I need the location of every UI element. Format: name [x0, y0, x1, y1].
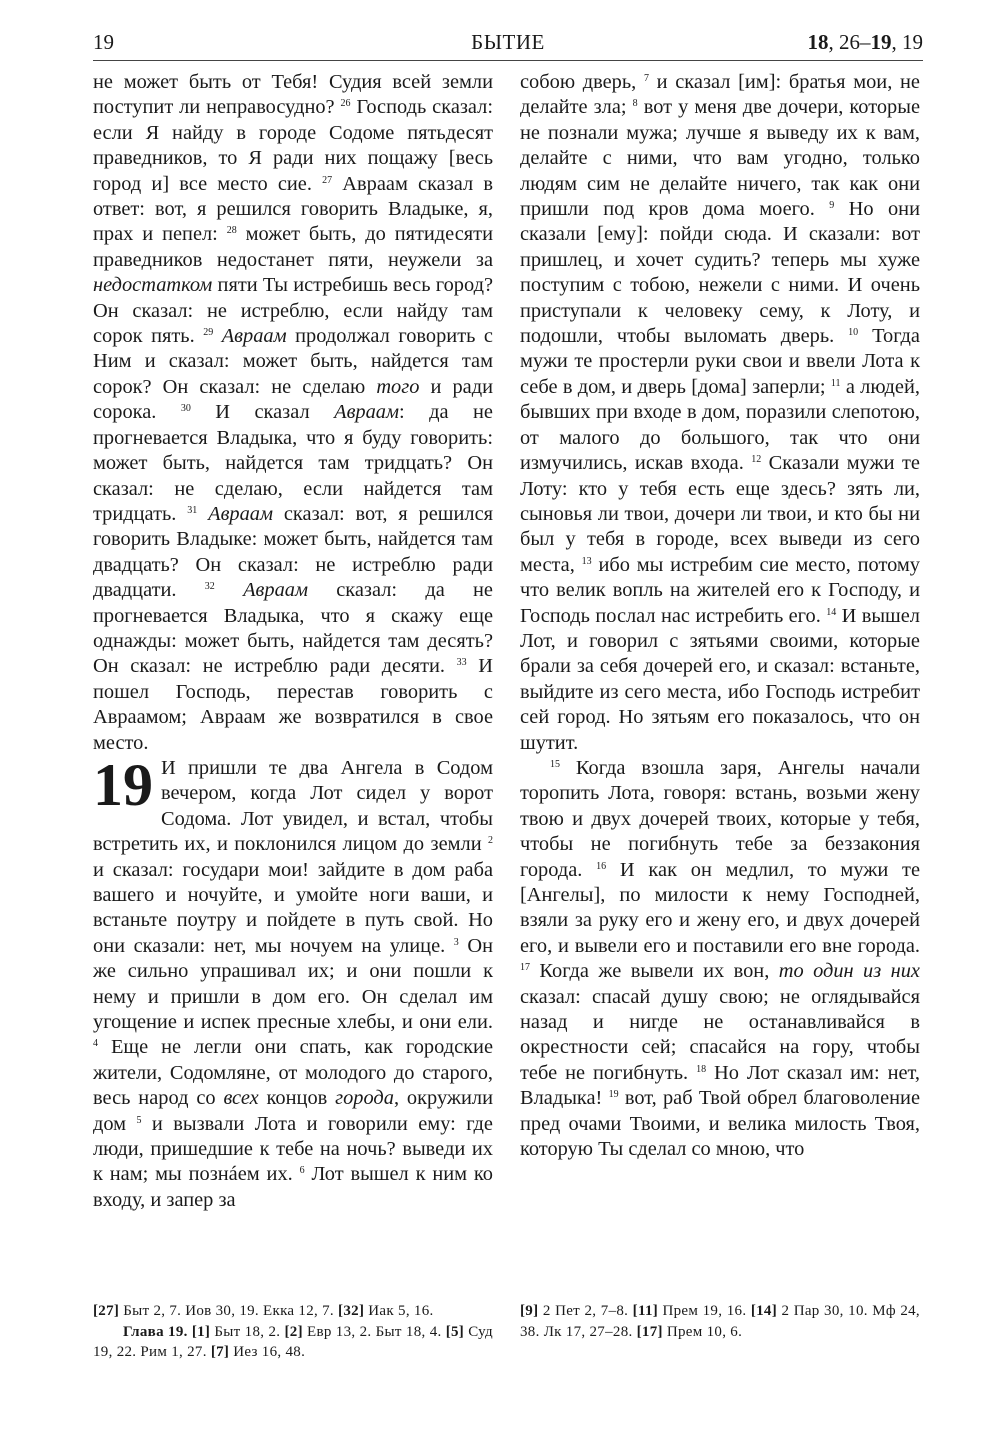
- book-title: БЫТИЕ: [471, 30, 545, 54]
- footnote-ch19: Глава 19. [1] Быт 18, 2. [2] Евр 13, 2. Быт 18, 4. [5] Суд 19, 22. Рим 1, 27. [7] Иез 16, 48.: [93, 1323, 493, 1360]
- right-column: [520, 70, 920, 1162]
- footnotes-right: [520, 1301, 920, 1342]
- page-number: 19: [93, 30, 114, 54]
- footnote-ch19-cont: [9] 2 Пет 2, 7–8. [11] Прем 19, 16. [14] 2 Пар 30, 10. Мф 24, 38. Лк 17, 27–28. [17] Прем 10, 6.: [520, 1303, 920, 1340]
- header-rule: [93, 60, 923, 61]
- left-column: [93, 70, 493, 1213]
- chapter-number: 19: [93, 751, 153, 818]
- running-header: [93, 30, 923, 60]
- paragraph-verses-15-19: $^{15}$ Когда взошла заря, Ангелы начали торопить Лота, говоря: встань, возьми жену твою и двух дочерей твоих, которые у тебя, чтобы не погибнуть тебе за беззакония города. $^{16}$ И как он медлил, то мужи те [Ангелы], по милости к нему Господней, взяли за руку его и жену его, и двух дочерей его, и вывели его и поставили его вне города. $^{17}$ Когда же вывели их вон, то один из них сказал: спасай душу свою; не оглядывайся назад и нигде не останавливайся в окрестности сей; спасайся на гору, чтобы тебе не погибнуть. $^{18}$ Но Лот сказал им: нет, Владыка! $^{19}$ вот, раб Твой обрел благоволение пред очами Твоими, и велика милость Твоя, которую Ты сделал со мною, что: [520, 756, 921, 1161]
- paragraph-verses-7-14: собою дверь, $^7$ и сказал [им]: братья мои, не делайте зла; $^8$ вот у меня две дочери, которые не познали мужа; лучше я выведу их к вам, делайте с ними, что вам угодно, только людям сим не делайте ничего, так как они пришли под кров дома моего. $^9$ Но они сказали [ему]: пойди сюда. И сказали: вот пришлец, и хочет судить? теперь мы хуже поступим с тобою, нежели с ними. И очень приступали к человеку сему, к Лоту, и подошли, чтобы выломать дверь. $^{10}$ Тогда мужи те простерли руки свои и ввели Лота к себе в дом, и дверь [дома] заперли; $^{11}$ а людей, бывших при входе в дом, поразили слепотою, от малого до большого, так что они измучились, искав входа. $^{12}$ Сказали мужи те Лоту: кто у тебя есть еще здесь? зять ли, сыновья ли твои, дочери ли твои, и кто бы ни был у тебя в городе, всех выведи из сего места, $^{13}$ ибо мы истребим сие место, потому что велик вопль на жителей его к Господу, и Господь послал нас истребить его. $^{14}$ И вышел Лот, и говорил с зятьями своими, которые брали за себя дочерей его, и сказал: встаньте, выйдите из сего места, ибо Господь истребит сей город. Но зятьям его показалось, что он шутит.: [520, 71, 921, 754]
- paragraph-genesis-18: не может быть от Тебя! Судия всей земли поступит ли неправосудно? $^{26}$ Господь сказал: если Я найду в городе Содоме пятьдесят праведников, то Я ради них пощажу [весь город и] все место сие. $^{27}$ Авраам сказал в ответ: вот, я решился говорить Владыке, я, прах и пепел: $^{28}$ может быть, до пятидесяти праведников недостанет пяти, неужели за недостатком пяти Ты истребишь весь город? Он сказал: не истреблю, если найду там сорок пять. $^{29}$ Авраам продолжал говорить с Ним и сказал: может быть, найдется там сорок? Он сказал: не сделаю того и ради сорока. $^{30}$ И сказал Авраам: да не прогневается Владыка, что я буду говорить: может быть, найдется там тридцать? Он сказал: не сделаю, если найдется там тридцать. $^{31}$ Авраам сказал: вот, я решился говорить Владыке: может быть, найдется там двадцать? Он сказал: не истреблю ради двадцати. $^{32}$ Авраам сказал: да не прогневается Владыка, что я скажу еще однажды: может быть, найдется там десять? Он сказал: не истреблю ради десяти. $^{33}$ И пошел Господь, перестав говорить с Авраамом; Авраам же возвратился в свое место.: [93, 71, 494, 754]
- paragraph-genesis-19: 19 И пришли те два Ангела в Содом вечером, когда Лот сидел у ворот Содома. Лот увидел, и встал, чтобы встретить их, и поклонился лицом до земли $^2$ и сказал: государи мои! зайдите в дом раба вашего и ночуйте, и умойте ноги ваши, и встаньте поутру и пойдете в путь свой. Но они сказали: нет, мы ночуем на улице. $^3$ Он же сильно упрашивал их; и они пошли к нему и пришли в дом его. Он сделал им угощение и испек пресные хлебы, и они ели. $^4$ Еще не легли они спать, как городские жители, Содомляне, от молодого до старого, весь народ со всех концов города, окружили дом $^5$ и вызвали Лота и говорили ему: где люди, пришедшие к тебе на ночь? выведи их к нам; мы познáем их. $^6$ Лот вышел к ним ко входу, и запер за: [93, 751, 493, 1211]
- footnotes-left: [93, 1301, 493, 1363]
- chapter-verse-range: 18, 26–19, 19: [807, 30, 923, 54]
- footnote-ch18: [27] Быт 2, 7. Иов 30, 19. Екка 12, 7. [32] Иак 5, 16.: [93, 1303, 434, 1319]
